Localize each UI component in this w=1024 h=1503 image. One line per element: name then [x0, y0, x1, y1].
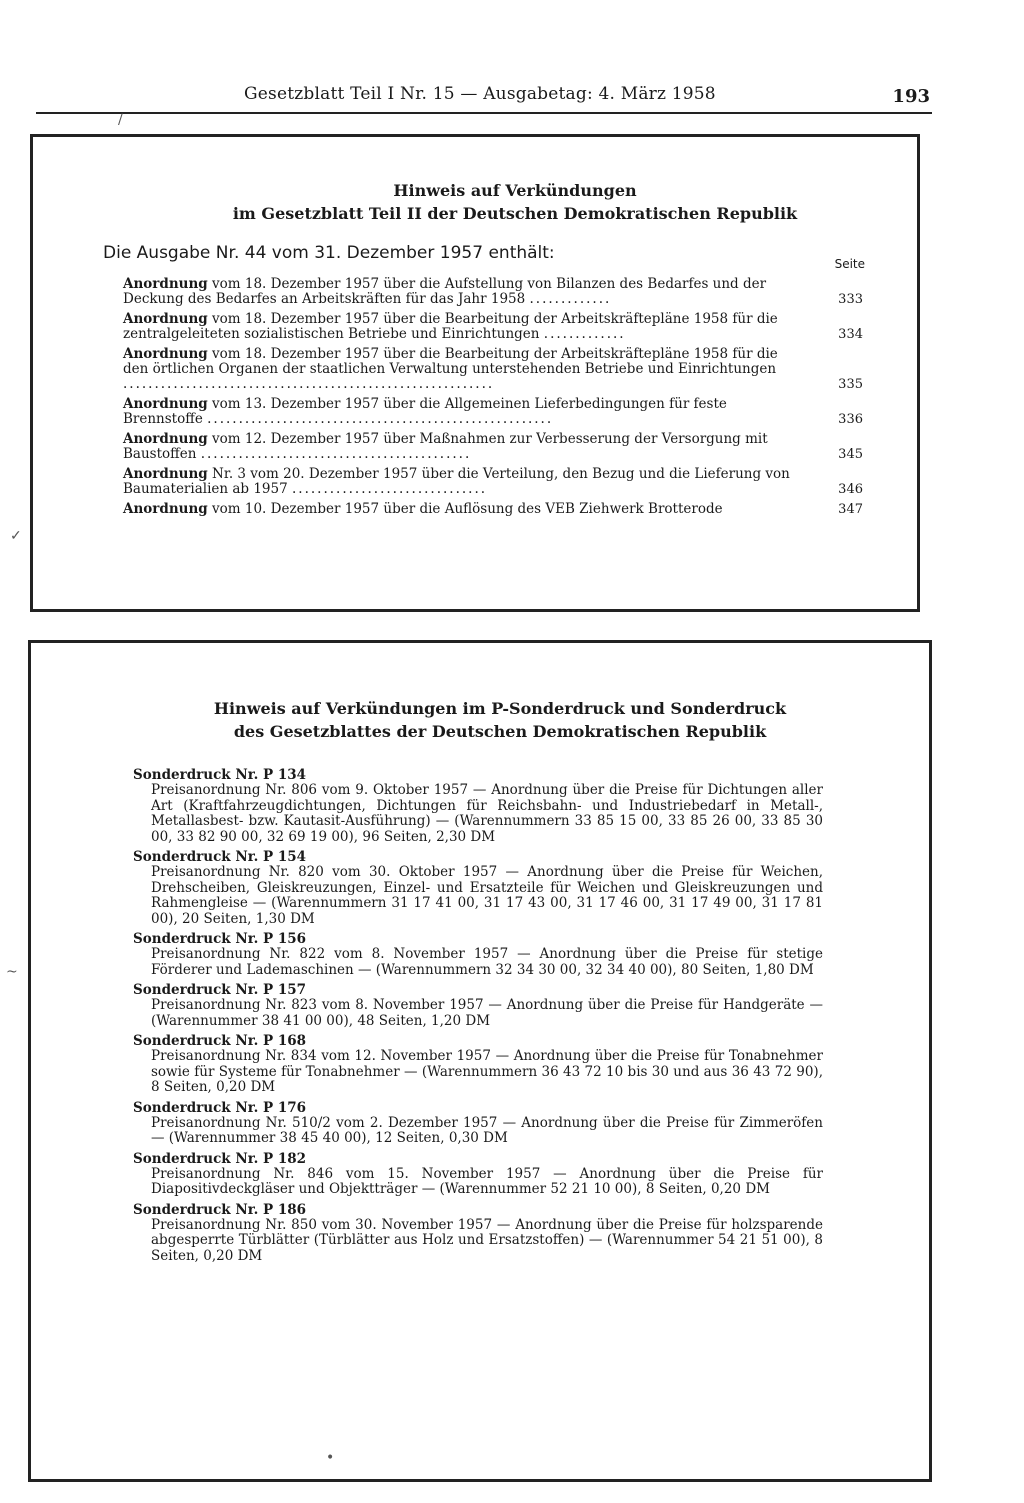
- list-item: [133, 1033, 823, 1096]
- list-item: [133, 1151, 823, 1198]
- list-item: Anordnung vom 12. Dezember 1957 über Maßnahmen zur Verbesserung der Versorgung mit Baustoffen ........................................... 345: [123, 431, 863, 462]
- entry-page-number: 346: [838, 482, 863, 497]
- seite-column-label: Seite: [834, 257, 865, 271]
- entry-lead: Anordnung: [123, 311, 208, 327]
- scan-mark: ✓: [10, 528, 22, 544]
- box1-title-line2: im Gesetzblatt Teil II der Deutschen Demokratischen Republik: [232, 204, 798, 223]
- sonderdruck-heading: Sonderdruck Nr. P 134: [133, 767, 306, 783]
- sonderdruck-heading: Sonderdruck Nr. P 176: [133, 1099, 306, 1116]
- entry-text: Nr. 3 vom 20. Dezember 1957 über die Verteilung, den Bezug und die Lieferung von Baumaterialien ab 1957: [123, 466, 790, 497]
- entry-page-number: 333: [838, 292, 863, 307]
- box2-title: [31, 697, 929, 743]
- box2-title-line2: des Gesetzblattes der Deutschen Demokratischen Republik: [233, 722, 767, 741]
- entry-lead: Anordnung: [123, 431, 208, 447]
- box2-title-line1: Hinweis auf Verkündungen im P-Sonderdruck und Sonderdruck: [213, 699, 787, 718]
- sonderdruck-heading: Sonderdruck Nr. P 168: [133, 1033, 306, 1049]
- sonderdruck-heading: Sonderdruck Nr. P 156: [133, 931, 306, 947]
- entry-page-number: 334: [838, 327, 863, 342]
- list-item: Anordnung vom 18. Dezember 1957 über die Bearbeitung der Arbeitskräftepläne 1958 für die den örtlichen Organen der staatlichen Verwaltung unterstehenden Betriebe und Einrichtungen ........................................................... 335: [123, 346, 863, 392]
- entry-page-number: 347: [838, 502, 863, 517]
- list-item: Anordnung vom 13. Dezember 1957 über die Allgemeinen Lieferbedingungen für feste Brennstoffe ....................................................... 336: [123, 396, 863, 427]
- entry-text: vom 10. Dezember 1957 über die Auflösung des VEB Ziehwerk Brotterode: [212, 501, 723, 517]
- gesetzblatt-teil-ii-notice-box: [30, 134, 920, 612]
- sonderdruck-description: Preisanordnung Nr. 510/2 vom 2. Dezember 1957 — Anordnung über die Preise für Zimmeröfen — (Warennummer 38 45 40 00), 12 Seiten, 0,30 DM: [151, 1114, 823, 1146]
- list-item: [133, 982, 823, 1029]
- sonderdruck-heading: Sonderdruck Nr. P 154: [133, 849, 306, 865]
- issue-line: Die Ausgabe Nr. 44 vom 31. Dezember 1957 enthält:: [103, 243, 555, 263]
- entry-lead: Anordnung: [123, 501, 208, 517]
- entry-text: vom 12. Dezember 1957 über Maßnahmen zur Verbesserung der Versorgung mit Baustoffen: [123, 431, 768, 462]
- scan-mark: •: [326, 1450, 335, 1466]
- entry-lead: Anordnung: [123, 396, 208, 412]
- entry-text: vom 18. Dezember 1957 über die Aufstellung von Bilanzen des Bedarfes und der Deckung des Bedarfes an Arbeitskräften für das Jahr 1958: [123, 276, 767, 307]
- sonderdruck-description: Preisanordnung Nr. 850 vom 30. November 1957 — Anordnung über die Preise für holzsparende abgesperrte Türblätter (Türblätter aus Holz und Ersatzstoffen) — (Warennummer 54 21 51 00), 8 Seiten, 0,20 DM: [151, 1216, 823, 1264]
- box1-title-line1: Hinweis auf Verkündungen: [393, 181, 637, 200]
- entry-lead: Anordnung: [123, 276, 208, 292]
- sonderdruck-notice-box: [28, 640, 932, 1482]
- sonderdruck-heading: Sonderdruck Nr. P 157: [133, 982, 306, 998]
- sonderdruck-description: Preisanordnung Nr. 820 vom 30. Oktober 1957 — Anordnung über die Preise für Weichen, Drehscheiben, Gleiskreuzungen, Einzel- und Ersatzteile für Weichen und Gleiskreuzungen und Rahmengleise — (Warennummern 31 17 41 00, 31 17 43 00, 31 17 46 00, 31 17 49 00, 31 17 81 00), 20 Seiten, 1,30 DM: [151, 864, 823, 927]
- entry-text: vom 18. Dezember 1957 über die Bearbeitung der Arbeitskräftepläne 1958 für die den örtlichen Organen der staatlichen Verwaltung unterstehenden Betriebe und Einrichtungen: [123, 346, 778, 377]
- header-title: Gesetzblatt Teil I Nr. 15 — Ausgabetag: 4. März 1958: [244, 84, 716, 104]
- entry-page-number: 335: [838, 377, 863, 392]
- list-item: Anordnung Nr. 3 vom 20. Dezember 1957 über die Verteilung, den Bezug und die Lieferung von Baumaterialien ab 1957 ............................... 346: [123, 466, 863, 497]
- sonderdruck-description: Preisanordnung Nr. 822 vom 8. November 1957 — Anordnung über die Preise für stetige Förderer und Lademaschinen — (Warennummern 32 34 30 00, 32 34 40 00), 80 Seiten, 1,80 DM: [151, 946, 823, 978]
- list-item: [133, 1202, 823, 1265]
- entry-lead: Anordnung: [123, 466, 208, 482]
- scan-mark: /: [118, 112, 123, 128]
- list-item: Anordnung vom 18. Dezember 1957 über die Aufstellung von Bilanzen des Bedarfes und der Deckung des Bedarfes an Arbeitskräften für das Jahr 1958 ............. 333: [123, 276, 863, 307]
- sonderdruck-description: Preisanordnung Nr. 823 vom 8. November 1957 — Anordnung über die Preise für Handgeräte — (Warennummer 38 41 00 00), 48 Seiten, 1,20 DM: [151, 997, 823, 1029]
- list-item: [133, 931, 823, 978]
- list-item: Anordnung vom 18. Dezember 1957 über die Bearbeitung der Arbeitskräftepläne 1958 für die zentralgeleiteten sozialistischen Betriebe und Einrichtungen ............. 334: [123, 311, 863, 342]
- sonderdruck-description: Preisanordnung Nr. 846 vom 15. November 1957 — Anordnung über die Preise für Diapositivdeckgläser und Objektträger — (Warennummer 52 21 10 00), 8 Seiten, 0,20 DM: [151, 1165, 823, 1197]
- sonderdruck-description: Preisanordnung Nr. 806 vom 9. Oktober 1957 — Anordnung über die Preise für Dichtungen aller Art (Kraftfahrzeugdichtungen, Dichtungen für Reichsbahn- und Industriebedarf in Metall-, Metallasbest- bzw. Kautasit-Ausführung) — (Warennummern 33 85 15 00, 33 85 26 00, 33 85 30 00, 33 82 90 00, 32 69 19 00), 96 Seiten, 2,30 DM: [151, 782, 823, 845]
- page-number: 193: [892, 86, 930, 107]
- list-item: [133, 849, 823, 927]
- entry-page-number: 336: [838, 412, 863, 427]
- list-item: [133, 767, 823, 845]
- scan-mark: ~: [6, 964, 18, 980]
- sonderdruck-heading: Sonderdruck Nr. P 186: [133, 1201, 306, 1218]
- list-item: [133, 1100, 823, 1147]
- box1-title: [33, 179, 917, 225]
- sonderdruck-description: Preisanordnung Nr. 834 vom 12. November 1957 — Anordnung über die Preise für Tonabnehmer sowie für Systeme für Tonabnehmer — (Warennummern 36 43 72 10 bis 30 und aus 36 43 72 90), 8 Seiten, 0,20 DM: [151, 1048, 823, 1095]
- list-item: [123, 502, 863, 517]
- entry-page-number: 345: [838, 447, 863, 462]
- page-header: [36, 82, 932, 114]
- entry-list: [123, 277, 863, 522]
- sonderdruck-list: [133, 767, 823, 1268]
- entry-text: vom 13. Dezember 1957 über die Allgemeinen Lieferbedingungen für feste Brennstoffe: [123, 396, 727, 427]
- sonderdruck-heading: Sonderdruck Nr. P 182: [133, 1150, 306, 1167]
- entry-lead: Anordnung: [123, 346, 208, 362]
- entry-text: vom 18. Dezember 1957 über die Bearbeitung der Arbeitskräftepläne 1958 für die zentralgeleiteten sozialistischen Betriebe und Einrichtungen: [123, 311, 778, 342]
